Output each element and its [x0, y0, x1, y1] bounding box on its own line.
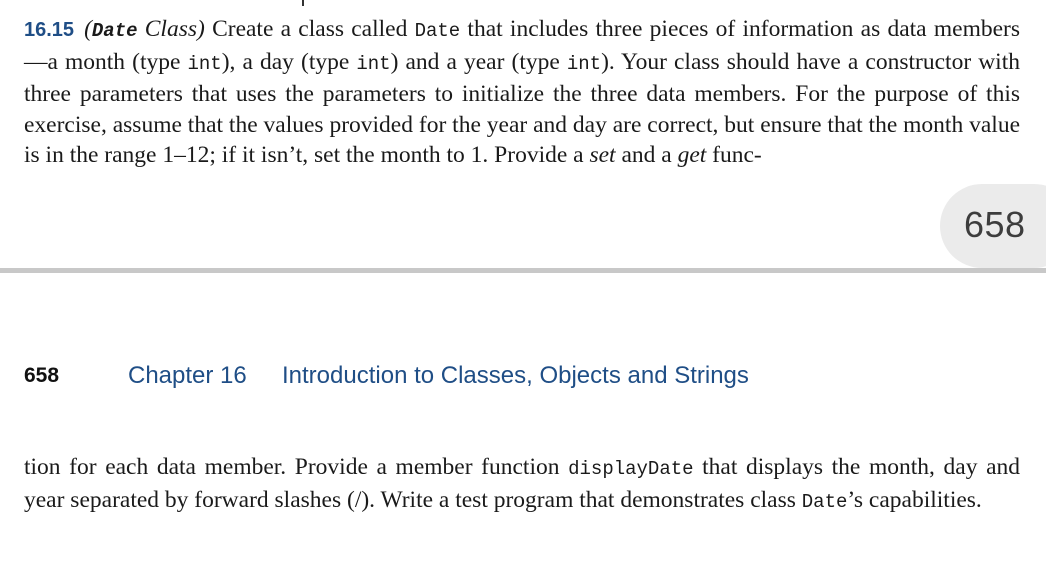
- code-date: Date: [801, 490, 848, 513]
- italic-set: set: [589, 142, 616, 168]
- exercise-title: [84, 16, 205, 42]
- paragraph-text: ’s capabilities.: [847, 486, 982, 513]
- italic-get: get: [677, 142, 707, 168]
- paragraph-text: ), a day (type: [221, 48, 357, 75]
- cut-off-glyph: [302, 0, 304, 6]
- exercise-title-paren: (: [84, 16, 92, 42]
- paragraph-text: tion for each data member. Provide a member function: [24, 454, 569, 480]
- cut-off-previous-line: [0, 0, 1046, 6]
- paragraph-text: Create a class called: [204, 16, 415, 42]
- running-head-page-number: 658: [24, 364, 60, 387]
- paragraph-text: that displays the month, day and year separated by forward slashes (/). Write a test program that demonstrates class: [24, 454, 1020, 513]
- exercise-title-text: Class): [137, 16, 205, 42]
- code-int: int: [356, 52, 391, 75]
- code-int: int: [187, 52, 222, 75]
- running-head-title: Introduction to Classes, Objects and Strings: [282, 362, 749, 389]
- paragraph-text: ). Your class should have a constructor with three parameters that uses the parameters to initialize the three data members. For the purpose of this exercise, assume that the values provided for the year and day are correct, but ensure that the month value is in the range 1–12; if it isn’t, set the month to 1. Provide a: [24, 48, 1020, 168]
- exercise-title-code: Date: [91, 20, 138, 42]
- continuation-paragraph: [24, 452, 1020, 517]
- code-displaydate: displayDate: [568, 458, 694, 480]
- paragraph-text: and a: [615, 142, 678, 168]
- exercise-paragraph: [24, 14, 1020, 171]
- paragraph-text: func-: [706, 142, 762, 168]
- exercise-number: 16.15: [24, 19, 75, 41]
- page-divider: [0, 268, 1046, 273]
- paragraph-text: that includes three pieces of information as data members—a month (type: [24, 16, 1020, 75]
- code-date: Date: [414, 20, 461, 42]
- running-head-chapter: Chapter 16: [128, 362, 247, 389]
- page-number-badge-text: 658: [964, 204, 1026, 245]
- code-int: int: [566, 52, 602, 75]
- running-head: [24, 362, 1024, 392]
- paragraph-text: ) and a year (type: [390, 48, 567, 75]
